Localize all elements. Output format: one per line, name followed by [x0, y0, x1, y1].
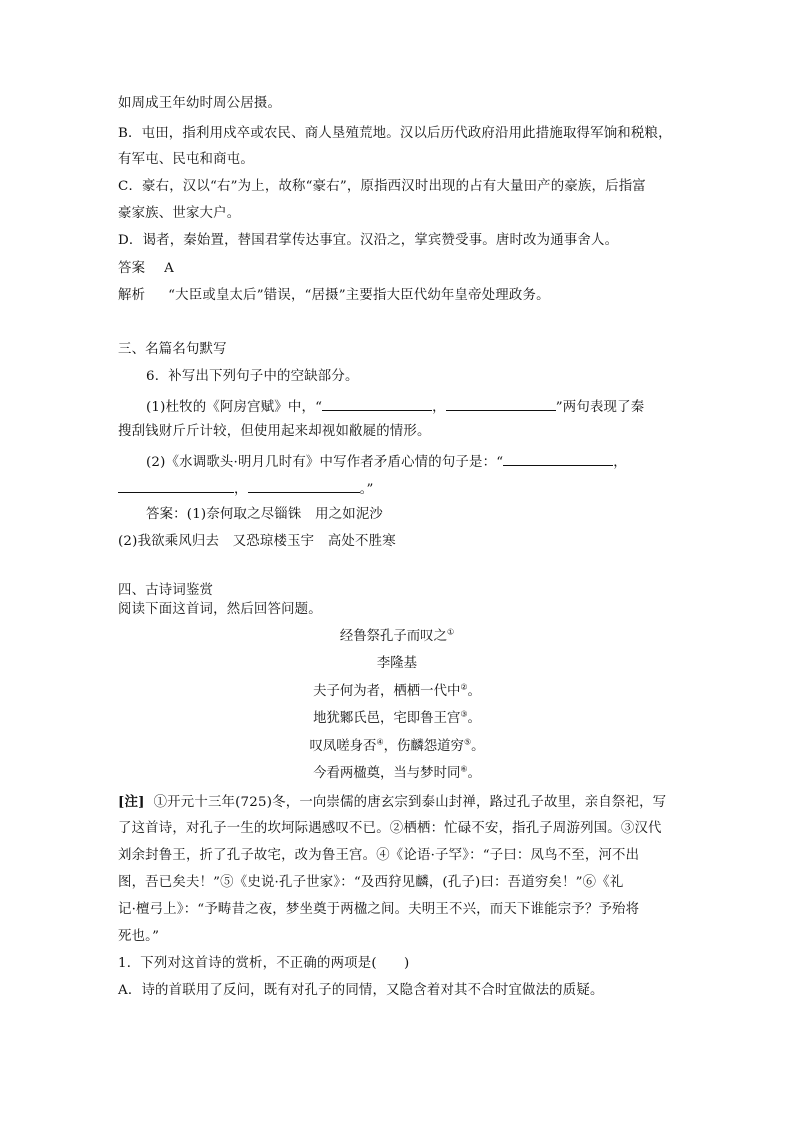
answer-6-line2: (2)我欲乘风归去 又恐琼楼玉宇 高处不胜寒 [118, 534, 396, 549]
poem-line-2 [0, 710, 794, 728]
question-1-option-a: A．诗的首联用了反问，既有对孔子的同情，又隐含着对其不合时宜做法的质疑。 [118, 983, 604, 998]
question-6: 6．补写出下列句子中的空缺部分。 [146, 369, 359, 384]
blank-1[interactable] [322, 396, 432, 411]
option-c-line2: 豪家族、世家大户。 [118, 206, 241, 221]
q6-1-suffix: ”两句表现了秦 [555, 400, 645, 415]
option-d: D．谒者，秦始置，替国君掌传达事宜。汉沿之，掌宾赞受事。唐时改为通事舍人。 [118, 233, 619, 248]
analysis-label: 解析 [118, 288, 146, 303]
poem-line-1-text: 夫子何为者，栖栖一代中 [313, 684, 461, 699]
note-line-5: 记·檀弓上》：“予畴昔之夜，梦坐奠于两楹之间。夫明王不兴，而天下谁能宗予？予殆将 [118, 902, 640, 917]
poem-line-4-end: 。 [467, 766, 481, 781]
poem-line-1-note: ② [460, 682, 468, 692]
poem-line-4-note: ⑥ [460, 764, 468, 774]
blank-4[interactable] [118, 478, 234, 493]
poem-line-3-note2: ⑤ [463, 737, 472, 747]
q6-2-end: 。” [359, 482, 374, 497]
poem-line-3-text: 叹凤嗟身否 [309, 739, 377, 754]
option-c-line1: C．豪右，汉以“右”为上，故称“豪右”，原指西汉时出现的占有大量田产的豪族，后指富 [118, 179, 646, 194]
poem-line-4-text: 今看两楹奠，当与梦时同 [313, 766, 461, 781]
question-1: 1．下列对这首诗的赏析，不正确的两项是( ) [118, 956, 410, 971]
poem-line-4 [0, 765, 794, 783]
note-text-1: ①开元十三年(725)冬，一向崇儒的唐玄宗到泰山封禅，路过孔子故里，亲自祭祀，写 [153, 795, 667, 810]
poem-line-2-note: ③ [460, 709, 468, 719]
answer-6-line1 [146, 506, 383, 524]
poem-title-text: 经鲁祭孔子而叹之 [339, 629, 447, 644]
option-b-line1: B．屯田，指利用戍卒或农民、商人垦殖荒地。汉以后历代政府沿用此措施取得军饷和税粮， [118, 126, 672, 141]
poem-line-3 [0, 738, 794, 756]
q6-1-prefix: (1)杜牧的《阿房宫赋》中，“ [146, 400, 323, 415]
question-6-2 [146, 451, 627, 472]
poem-author: 李隆基 [376, 656, 418, 671]
option-a-tail: 如周成王年幼时周公居摄。 [118, 96, 282, 111]
poem-line-3-note: ④ [376, 737, 384, 747]
answer-line [118, 260, 174, 278]
q6-2-prefix: (2)《水调歌头·明月几时有》中写作者矛盾心情的句子是：“ [146, 455, 504, 470]
poem-line-2-end: 。 [467, 711, 481, 726]
poem-line-3-end: 。 [471, 739, 485, 754]
answer-value: A [164, 261, 174, 276]
blank-5[interactable] [248, 478, 360, 493]
poem-title-note: ① [446, 627, 455, 637]
answer-6-1: (1)奈何取之尽锱铢 用之如泥沙 [186, 507, 384, 522]
q6-2-sep: ， [613, 455, 627, 470]
blank-3[interactable] [503, 451, 613, 466]
poem-line-2-text: 地犹鄹氏邑，宅即鲁王宫 [313, 711, 461, 726]
q6-1-sep: ， [432, 400, 446, 415]
question-6-2-line2 [118, 478, 374, 499]
question-6-1-line2: 搜刮钱财斤斤计较，但使用起来却视如敝屣的情形。 [118, 424, 431, 439]
blank-2[interactable] [446, 396, 556, 411]
note-line-3: 刘余封鲁王，折了孔子故宅，改为鲁王宫。④《论语·子罕》：“子曰：凤鸟不至，河不出 [118, 848, 640, 863]
answer-label: 答案 [118, 261, 146, 276]
section3-heading: 三、名篇名句默写 [118, 342, 227, 357]
section4-heading: 四、古诗词鉴赏 [118, 583, 214, 598]
analysis-line [118, 287, 550, 305]
note-line-2: 了这首诗，对孔子一生的坎坷际遇感叹不已。②栖栖：忙碌不安，指孔子周游列国。③汉代 [118, 821, 662, 836]
note-tag: [注] [118, 794, 145, 810]
poem-title [0, 628, 794, 646]
note-line-4: 图，吾已矣夫！”⑤《史说·孔子世家》：“及西狩见麟，(孔子)曰：吾道穷矣！”⑥《礼 [118, 875, 624, 890]
note-line-1 [118, 793, 666, 812]
poem-line-3-mid: ，伤麟怨道穷 [383, 739, 464, 754]
q6-2-sep2: ， [234, 482, 248, 497]
poem-line-1-end: 。 [467, 684, 481, 699]
option-b-line2: 有军屯、民屯和商屯。 [118, 152, 254, 167]
question-6-1 [146, 396, 644, 417]
answer-6-label: 答案： [146, 507, 187, 522]
analysis-text: “大臣或皇太后”错误，“居摄”主要指大臣代幼年皇帝处理政务。 [168, 288, 550, 303]
note-line-6: 死也。” [118, 929, 160, 944]
section4-instruction: 阅读下面这首词，然后回答问题。 [118, 602, 322, 617]
poem-line-1 [0, 683, 794, 701]
